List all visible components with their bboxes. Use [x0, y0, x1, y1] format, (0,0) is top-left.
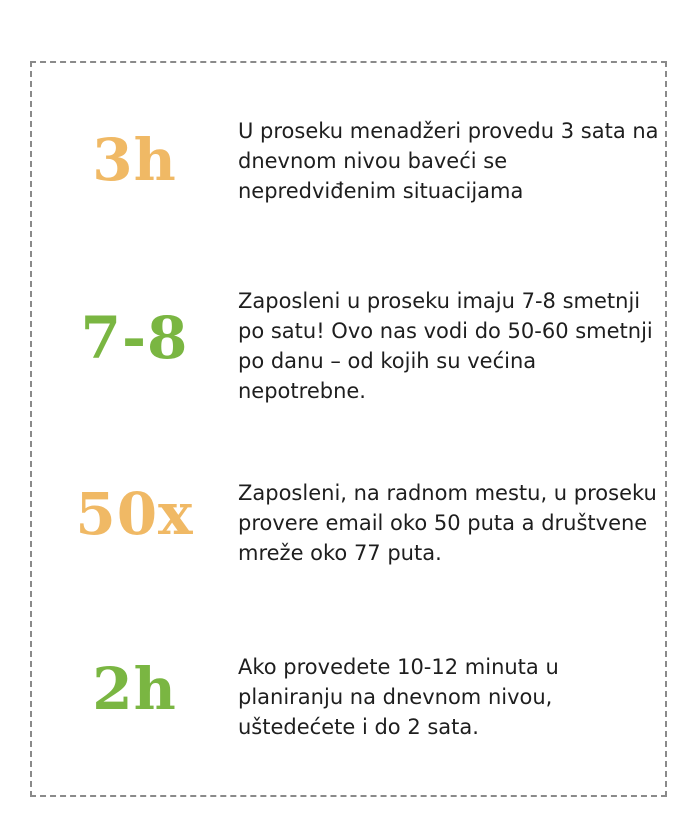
stat-description: Zaposleni, na radnom mestu, u proseku provere email oko 50 puta a društvene mreže oko 77 puta. — [238, 481, 657, 565]
stat-description: Ako provedete 10-12 minuta u planiranju na dnevnom nivou, uštedećete i do 2 sata. — [238, 655, 559, 739]
stat-description: U proseku menadžeri provedu 3 sata na dnevnom nivou baveći se nepredviđenim situacijama — [238, 119, 659, 203]
dashed-frame — [30, 61, 667, 797]
stat-value: 50x — [75, 480, 194, 548]
stat-value: 2h — [92, 655, 177, 723]
stat-value: 7-8 — [80, 304, 189, 372]
stat-description: Zaposleni u proseku imaju 7-8 smetnji po satu! Ovo nas vodi do 50-60 smetnji po danu – od kojih su većina nepotrebne. — [238, 289, 653, 403]
stat-value: 3h — [92, 126, 177, 194]
